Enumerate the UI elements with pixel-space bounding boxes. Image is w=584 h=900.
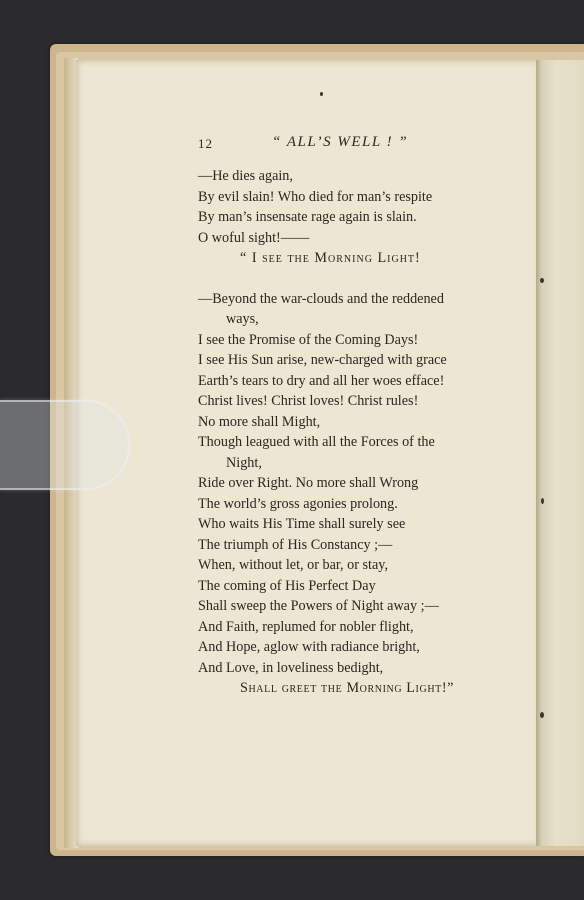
- paper-speck: [540, 712, 544, 718]
- poem-line: Night,: [226, 454, 262, 471]
- poem-line: By man’s insensate rage again is slain.: [198, 209, 417, 225]
- poem-line: —Beyond the war-clouds and the reddened: [198, 290, 444, 307]
- poem-line: Earth’s tears to dry and all her woes efface!: [198, 372, 445, 389]
- page-number: 12: [198, 136, 213, 151]
- page-clip: [0, 400, 130, 490]
- paper-speck: [541, 498, 544, 504]
- poem-line: I see the Promise of the Coming Days!: [198, 331, 419, 348]
- poem-line: And Faith, replumed for nobler flight,: [198, 618, 414, 635]
- poem-line: When, without let, or bar, or stay,: [198, 557, 388, 573]
- poem-text: [198, 166, 494, 699]
- poem-line: And Hope, aglow with radiance bright,: [198, 639, 420, 655]
- paper-speck: [320, 92, 323, 96]
- poem-line: Ride over Right. No more shall Wrong: [198, 475, 419, 491]
- poem-line: By evil slain! Who died for man’s respite: [198, 188, 433, 205]
- stanza: [198, 289, 494, 679]
- stanza-break: [198, 269, 494, 289]
- refrain-line: Shall greet the Morning Light!”: [240, 680, 455, 696]
- poem-line: Though leagued with all the Forces of the: [198, 434, 435, 450]
- poem-line: No more shall Might,: [198, 413, 321, 430]
- page-header: [198, 134, 488, 156]
- paper-speck: [540, 278, 544, 283]
- refrain-line: “ I see the Morning Light!: [240, 250, 421, 266]
- poem-line: The triumph of His Constancy ;—: [198, 536, 393, 553]
- poem-line: I see His Sun arise, new-charged with grace: [198, 352, 447, 368]
- running-head: “ ALL’S WELL ! ”: [272, 134, 409, 150]
- poem-line: And Love, in loveliness bedight,: [198, 659, 384, 676]
- poem-line: O woful sight!——: [198, 229, 310, 246]
- poem-line: Who waits His Time shall surely see: [198, 516, 406, 532]
- poem-line: Christ lives! Christ loves! Christ rules!: [198, 393, 419, 409]
- poem-line: —He dies again,: [198, 168, 293, 184]
- poem-line: Shall sweep the Powers of Night away ;—: [198, 598, 439, 614]
- poem-line: The coming of His Perfect Day: [198, 577, 376, 594]
- poem-line: The world’s gross agonies prolong.: [198, 495, 398, 512]
- book-gutter: [536, 60, 584, 846]
- poem-line: ways,: [226, 311, 259, 327]
